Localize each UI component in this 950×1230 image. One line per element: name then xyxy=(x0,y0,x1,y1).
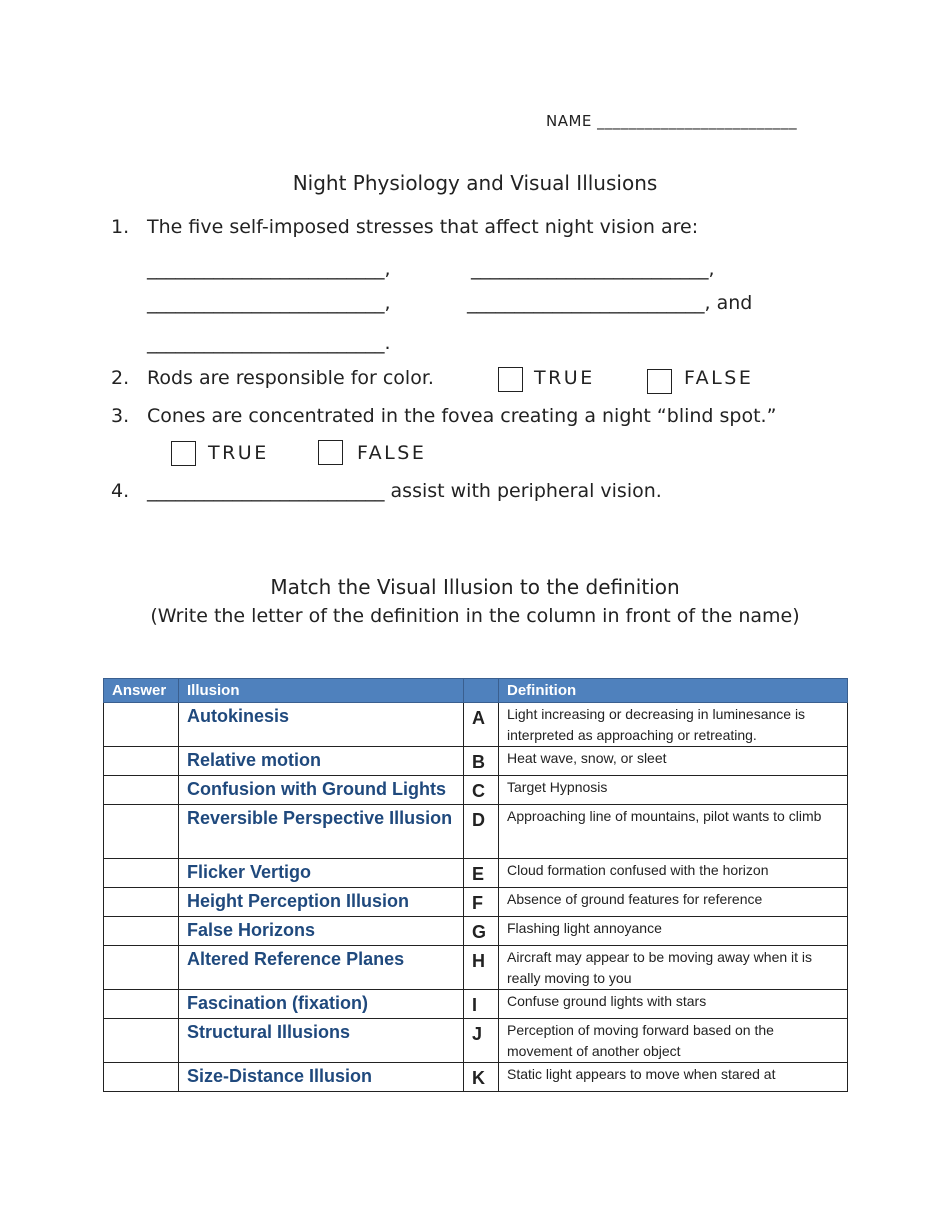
illusion-name: Reversible Perspective Illusion xyxy=(179,805,464,859)
false-checkbox-q2[interactable] xyxy=(647,369,672,394)
definition-text: Approaching line of mountains, pilot wants to climb xyxy=(499,805,848,859)
definition-letter: H xyxy=(464,946,499,990)
header-illusion: Illusion xyxy=(179,679,464,703)
definition-text: Cloud formation confused with the horizon xyxy=(499,859,848,888)
question-3-text: Cones are concentrated in the fovea creating a night “blind spot.” xyxy=(147,405,777,427)
definition-text: Absence of ground features for reference xyxy=(499,888,848,917)
name-field[interactable]: NAME _________________________ xyxy=(546,112,798,130)
table-row xyxy=(104,776,848,805)
question-1-text: The five self-imposed stresses that affect night vision are: xyxy=(147,216,699,238)
table-row xyxy=(104,1063,848,1092)
illusion-name: Altered Reference Planes xyxy=(179,946,464,990)
definition-text: Light increasing or decreasing in luminesance is interpreted as approaching or retreating. xyxy=(499,703,848,747)
definition-letter: F xyxy=(464,888,499,917)
table-row xyxy=(104,859,848,888)
definition-letter: K xyxy=(464,1063,499,1092)
answer-cell[interactable] xyxy=(104,888,179,917)
question-2-number: 2. xyxy=(111,367,130,389)
answer-cell[interactable] xyxy=(104,917,179,946)
question-3-number: 3. xyxy=(111,405,130,427)
question-4-number: 4. xyxy=(111,480,130,502)
false-label-q2: FALSE xyxy=(684,367,754,389)
illusion-name: Fascination (fixation) xyxy=(179,990,464,1019)
true-checkbox-q2[interactable] xyxy=(498,367,523,392)
illusion-name: Relative motion xyxy=(179,747,464,776)
answer-cell[interactable] xyxy=(104,776,179,805)
answer-blank-3[interactable]: _________________________. xyxy=(147,332,391,354)
true-checkbox-q3[interactable] xyxy=(171,441,196,466)
question-4-text[interactable]: _________________________ assist with peripheral vision. xyxy=(147,480,662,502)
definition-text: Static light appears to move when stared at xyxy=(499,1063,848,1092)
definition-letter: D xyxy=(464,805,499,859)
table-row xyxy=(104,747,848,776)
matching-table xyxy=(103,678,848,1092)
false-label-q3: FALSE xyxy=(357,442,427,464)
question-2-text: Rods are responsible for color. xyxy=(147,367,434,389)
answer-cell[interactable] xyxy=(104,1019,179,1063)
definition-letter: E xyxy=(464,859,499,888)
table-row xyxy=(104,805,848,859)
matching-instruction: (Write the letter of the definition in the column in front of the name) xyxy=(150,605,800,627)
table-body xyxy=(104,703,848,1092)
illusion-name: Flicker Vertigo xyxy=(179,859,464,888)
true-label-q3: TRUE xyxy=(208,442,269,464)
answer-cell[interactable] xyxy=(104,703,179,747)
table-row xyxy=(104,888,848,917)
illusion-name: Autokinesis xyxy=(179,703,464,747)
false-checkbox-q3[interactable] xyxy=(318,440,343,465)
answer-cell[interactable] xyxy=(104,859,179,888)
table-row xyxy=(104,990,848,1019)
header-answer: Answer xyxy=(104,679,179,703)
illusion-name: Confusion with Ground Lights xyxy=(179,776,464,805)
definition-text: Confuse ground lights with stars xyxy=(499,990,848,1019)
table-row xyxy=(104,946,848,990)
table-row xyxy=(104,1019,848,1063)
header-letter xyxy=(464,679,499,703)
definition-text: Perception of moving forward based on the movement of another object xyxy=(499,1019,848,1063)
illusion-name: Structural Illusions xyxy=(179,1019,464,1063)
definition-letter: C xyxy=(464,776,499,805)
matching-title: Match the Visual Illusion to the definition xyxy=(270,575,680,599)
answer-cell[interactable] xyxy=(104,990,179,1019)
table-row xyxy=(104,703,848,747)
answer-blank-2a[interactable]: _________________________, xyxy=(147,292,391,314)
answer-blank-2b[interactable]: _________________________, and xyxy=(467,292,753,314)
definition-letter: G xyxy=(464,917,499,946)
true-label-q2: TRUE xyxy=(534,367,595,389)
definition-letter: A xyxy=(464,703,499,747)
definition-text: Flashing light annoyance xyxy=(499,917,848,946)
illusion-name: False Horizons xyxy=(179,917,464,946)
definition-text: Heat wave, snow, or sleet xyxy=(499,747,848,776)
definition-letter: B xyxy=(464,747,499,776)
illusion-name: Size-Distance Illusion xyxy=(179,1063,464,1092)
definition-text: Target Hypnosis xyxy=(499,776,848,805)
definition-letter: I xyxy=(464,990,499,1019)
table-header-row xyxy=(104,679,848,703)
definition-text: Aircraft may appear to be moving away when it is really moving to you xyxy=(499,946,848,990)
answer-cell[interactable] xyxy=(104,1063,179,1092)
answer-cell[interactable] xyxy=(104,747,179,776)
definition-letter: J xyxy=(464,1019,499,1063)
illusion-name: Height Perception Illusion xyxy=(179,888,464,917)
page-title: Night Physiology and Visual Illusions xyxy=(292,171,658,195)
header-definition: Definition xyxy=(499,679,848,703)
answer-cell[interactable] xyxy=(104,946,179,990)
answer-blank-1a[interactable]: _________________________, xyxy=(147,258,391,280)
table-row xyxy=(104,917,848,946)
question-1-number: 1. xyxy=(111,216,130,238)
answer-cell[interactable] xyxy=(104,805,179,859)
answer-blank-1b[interactable]: _________________________, xyxy=(471,258,715,280)
